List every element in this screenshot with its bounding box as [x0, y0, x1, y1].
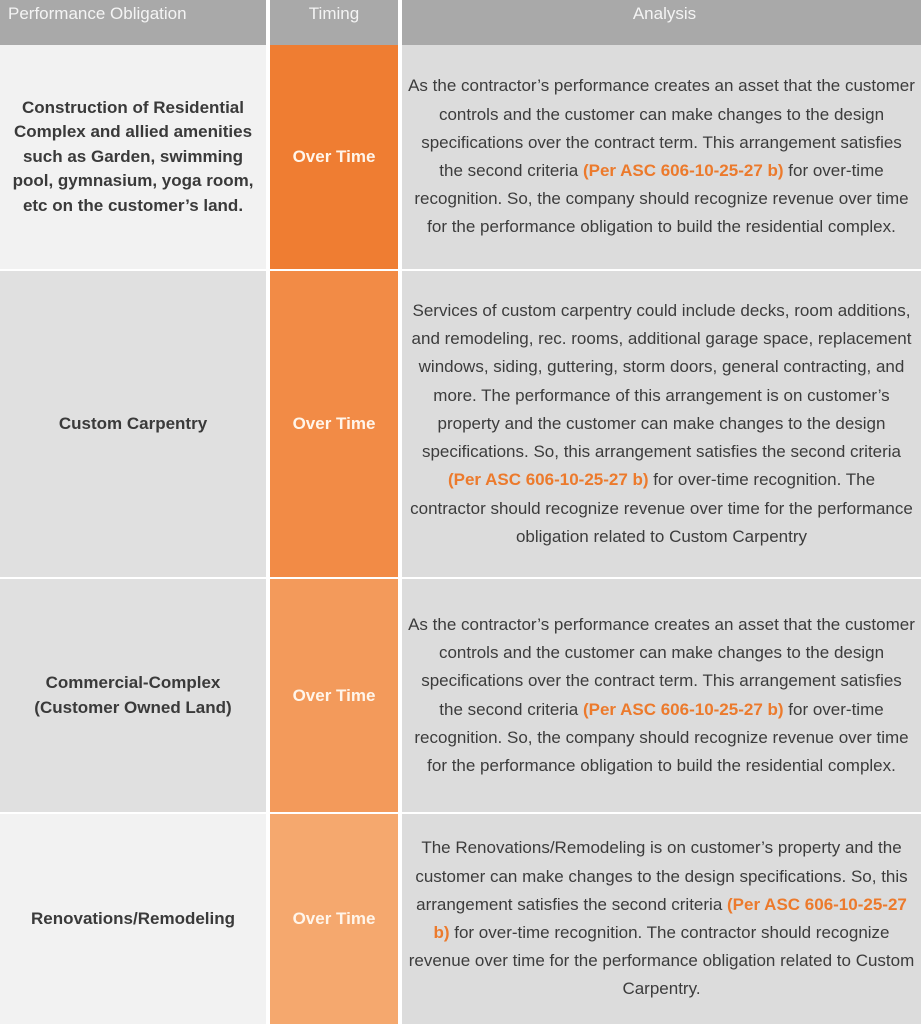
- row-3-obligation: Commercial-Complex (Customer Owned Land): [0, 579, 266, 812]
- asc-reference: (Per ASC 606-10-25-27 b): [582, 161, 784, 180]
- header-label: Performance Obligation: [8, 4, 187, 23]
- row-2-obligation: Custom Carpentry: [0, 271, 266, 577]
- row-2-analysis: [402, 271, 921, 577]
- analysis-text-after: for over-time recognition. So, the company should recognize revenue over time for the performance obligation to build the residential complex.: [414, 161, 909, 237]
- row-3-analysis: [402, 579, 921, 812]
- analysis-text-after: for over-time recognition. The contractor should recognize revenue over time for the performance obligation related to Custom Carpentry: [410, 470, 913, 546]
- asc-reference: (Per ASC 606-10-25-27 b): [433, 894, 907, 942]
- analysis-text-after: for over-time recognition. The contractor should recognize revenue over time for the performance obligation related to Custom Carpentry.: [408, 923, 915, 999]
- header-analysis: [402, 0, 921, 45]
- row-1-timing: Over Time: [270, 45, 398, 269]
- row-4-timing: Over Time: [270, 814, 398, 1024]
- header-timing: [270, 0, 398, 45]
- row-4-obligation: Renovations/Remodeling: [0, 814, 266, 1024]
- header-performance-obligation: [0, 0, 266, 45]
- row-1-obligation: Construction of Residential Complex and allied amenities such as Garden, swimming pool, gymnasium, yoga room, etc on the customer’s land.: [0, 45, 266, 269]
- analysis-text-before: As the contractor’s performance creates an asset that the customer controls and the customer can make changes to the design specifications over the contract term. This arrangement satisfies the second criteria: [408, 76, 915, 180]
- header-label: Timing: [308, 4, 360, 23]
- asc-reference: (Per ASC 606-10-25-27 b): [447, 470, 649, 490]
- row-4-analysis: [402, 814, 921, 1024]
- analysis-text-before: As the contractor’s performance creates an asset that the customer controls and the customer can make changes to the design specifications over the contract term. This arrangement satisfies the second criteria: [408, 614, 915, 719]
- row-1-analysis: [402, 45, 921, 269]
- header-label: Analysis: [632, 4, 697, 23]
- analysis-text: [408, 611, 915, 780]
- analysis-text: [408, 72, 915, 241]
- analysis-text-after: for over-time recognition. So, the company should recognize revenue over time for the performance obligation to build the residential complex.: [414, 699, 909, 775]
- row-3-timing: Over Time: [270, 579, 398, 812]
- analysis-text: [408, 297, 915, 551]
- asc-reference: (Per ASC 606-10-25-27 b): [582, 699, 784, 719]
- analysis-text-before: Services of custom carpentry could include decks, room additions, and remodeling, rec. rooms, additional garage space, replacement windows, siding, guttering, storm doors, general contracting, and more. The performance of this arrangement is on customer’s property and the customer can make changes to the design specifications. So, this arrangement satisfies the second criteria: [411, 301, 912, 462]
- analysis-text-before: The Renovations/Remodeling is on customer’s property and the customer can make changes to the design specifications. So, this arrangement satisfies the second criteria: [415, 838, 908, 914]
- row-2-timing: Over Time: [270, 271, 398, 577]
- analysis-text: [408, 834, 915, 1003]
